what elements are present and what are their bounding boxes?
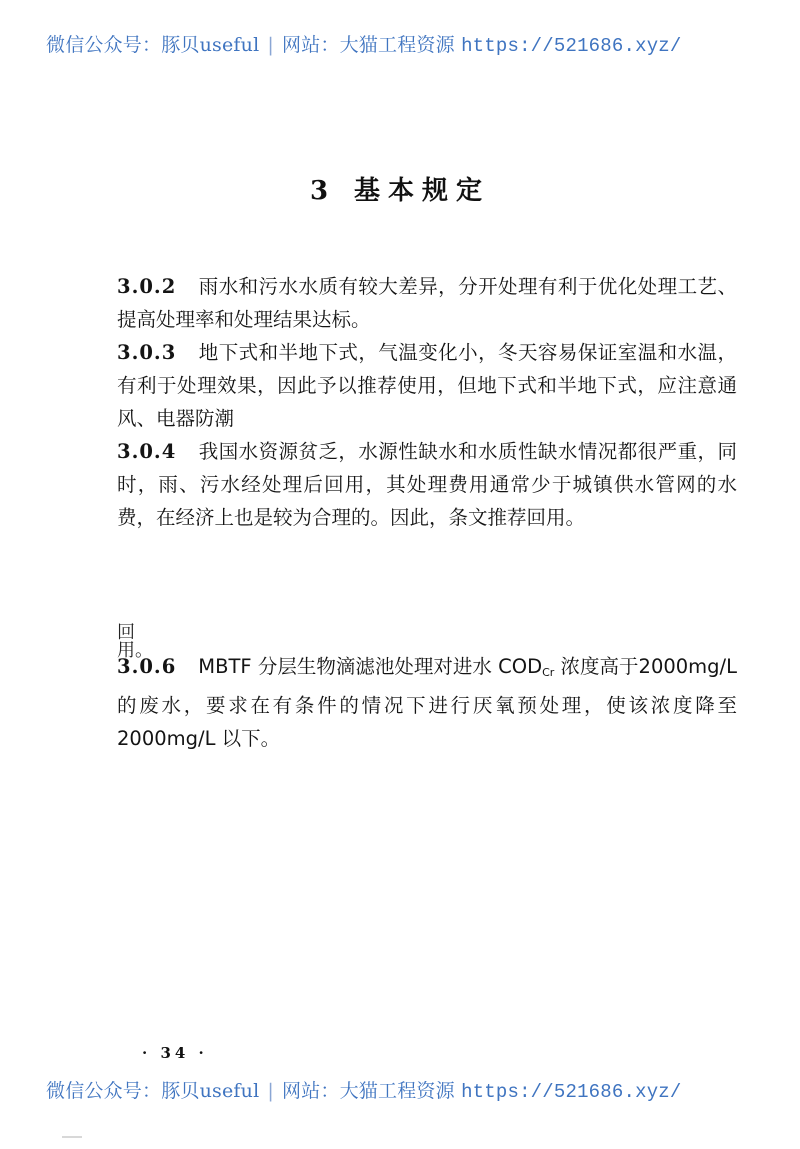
watermark-footer — [46, 1076, 682, 1103]
clause-number: 3.0.2 — [117, 275, 177, 298]
clause-text-part2: 浓度高于2000mg/L 的废水，要求在有条件的情况下进行厌氧预处理，使该浓度降至 2000mg/L 以下。 — [117, 655, 737, 750]
clause-number: 3.0.3 — [117, 341, 177, 364]
watermark-account: 微信公众号：豚贝useful — [46, 1080, 260, 1102]
clause-text: 我国水资源贫乏，水源性缺水和水质性缺水情况都很严重，同时，雨、污水经处理后回用，其处理费用通常少于城镇供水管网的水费，在经济上也是较为合理的。因此，条文推荐回用。 — [117, 440, 737, 529]
clause-number: 3.0.6 — [117, 655, 177, 678]
clause-text-part1: MBTF 分层生物滴滤池处理对进水 COD — [198, 655, 543, 678]
watermark-site: 网站：大猫工程资源 — [282, 1080, 455, 1102]
clause-number: 3.0.4 — [117, 440, 177, 463]
chapter-heading: 基本规定 — [354, 176, 491, 206]
clause-text: 雨水和污水水质有较大差异，分开处理有利于优化处理工艺、提高处理率和处理结果达标。 — [117, 275, 737, 331]
clauses-block-upper — [117, 270, 737, 534]
watermark-site: 网站：大猫工程资源 — [282, 34, 455, 56]
watermark-account: 微信公众号：豚贝useful — [46, 34, 260, 56]
clause-3-0-4 — [117, 435, 737, 534]
scan-artifact — [62, 1136, 82, 1138]
clause-text: 地下式和半地下式，气温变化小，冬天容易保证室温和水温，有利于处理效果，因此予以推荐使用，但地下式和半地下式，应注意通风、电器防潮 — [117, 341, 737, 430]
watermark-separator: | — [267, 34, 274, 56]
clauses-block-lower — [117, 650, 737, 755]
watermark-header — [46, 30, 682, 57]
chapter-title — [0, 170, 800, 207]
chapter-number: 3 — [309, 176, 337, 206]
clause-subscript: Cr — [542, 666, 555, 679]
clause-3-0-6 — [117, 650, 737, 755]
page-number: · 34 · — [142, 1044, 208, 1062]
watermark-url[interactable]: https://521686.xyz/ — [461, 1081, 682, 1103]
truncated-text-remnant: 回用。 — [117, 622, 153, 661]
clause-3-0-3 — [117, 336, 737, 435]
watermark-separator: | — [267, 1080, 274, 1102]
watermark-url[interactable]: https://521686.xyz/ — [461, 35, 682, 57]
clause-3-0-2 — [117, 270, 737, 336]
